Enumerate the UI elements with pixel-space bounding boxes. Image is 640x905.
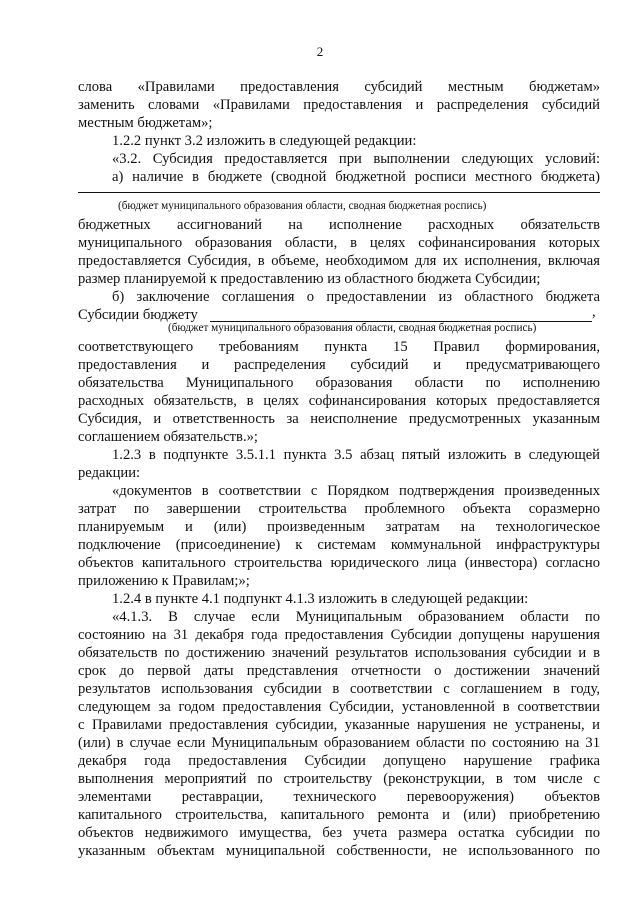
text-line: 1.2.2 пункт 3.2 изложить в следующей редакции: bbox=[112, 133, 417, 149]
footnote-budget: (бюджет муниципального образования области, сводная бюджетная роспись) bbox=[118, 200, 487, 212]
text-line: б) заключение соглашения о предоставлении из областного бюджета bbox=[112, 289, 600, 305]
text-line: заменить словами «Правилами предоставления и распределения субсидий bbox=[78, 97, 600, 113]
footnote-budget: (бюджет муниципального образования области, сводная бюджетная роспись) bbox=[168, 322, 537, 334]
text-line: срок до первой даты представления отчетности о достижении значений bbox=[78, 663, 600, 679]
text-line: Субсидии бюджету bbox=[78, 307, 198, 323]
text-line: а) наличие в бюджете (сводной бюджетной росписи местного бюджета) bbox=[112, 169, 600, 185]
text-line: слова «Правилами предоставления субсидий местным бюджетам» bbox=[78, 79, 600, 95]
text-line: соответствующего требованиям пункта 15 Правил формирования, bbox=[78, 339, 600, 355]
text-line: указанным объектам муниципальной собственности, не использованного по bbox=[78, 843, 600, 859]
text-line: редакции: bbox=[78, 465, 141, 481]
text-line: приложению к Правилам;»; bbox=[78, 573, 250, 589]
text-line: 1.2.3 в подпункте 3.5.1.1 пункта 3.5 абзац пятый изложить в следующей bbox=[112, 447, 600, 463]
text-line: следующем за годом предоставления Субсидии, установленной в соответствии bbox=[78, 699, 600, 715]
text-line: муниципального образования области, в целях софинансирования которых bbox=[78, 235, 600, 251]
text-line: результатов использования субсидии в соответствии с соглашением в году, bbox=[78, 681, 600, 697]
text-line: (или) в случае если Муниципальным образованием области по состоянию на 31 bbox=[78, 735, 600, 751]
text-line: объектов капитального строительства юридического лица (инвестора) согласно bbox=[78, 555, 600, 571]
text-line: подключение (присоединение) к системам коммунальной инфраструктуры bbox=[78, 537, 600, 553]
text-line: «4.1.3. В случае если Муниципальным образованием области по bbox=[112, 609, 600, 625]
text-line: местным бюджетам»; bbox=[78, 115, 213, 131]
text-line: предоставляется Субсидия, в объеме, необходимом для их исполнения, включая bbox=[78, 253, 600, 269]
text-line: капитального строительства, капитального ремонта и (или) приобретению bbox=[78, 807, 600, 823]
blank-underline bbox=[78, 192, 600, 193]
page-number: 2 bbox=[316, 44, 324, 59]
text-line: расходных обязательств, в целях софинансирования которых предоставляется bbox=[78, 393, 600, 409]
text-line: элементами реставрации, технического перевооружения) объектов bbox=[78, 789, 600, 805]
text-line: планируемым и (или) произведенным затратам на технологическое bbox=[78, 519, 600, 535]
blank-suffix: , bbox=[592, 304, 596, 320]
text-line: бюджетных ассигнований на исполнение расходных обязательств bbox=[78, 217, 600, 233]
text-line: предоставления и распределения субсидий и предусматривающего bbox=[78, 357, 600, 373]
text-line: соглашением обязательств.»; bbox=[78, 429, 258, 445]
text-line: состоянию на 31 декабря года предоставления Субсидии допущены нарушения bbox=[78, 627, 600, 643]
text-line: Субсидия, и ответственность за неисполнение предусмотренных указанным bbox=[78, 411, 600, 427]
text-line: «3.2. Субсидия предоставляется при выполнении следующих условий: bbox=[112, 151, 600, 167]
text-line: затрат по завершении строительства проблемного объекта соразмерно bbox=[78, 501, 600, 517]
text-line: декабря года предоставления Субсидии допущено нарушение графика bbox=[78, 753, 600, 769]
text-line: «документов в соответствии с Порядком подтверждения произведенных bbox=[112, 483, 600, 499]
text-line: объектов недвижимого имущества, без учета размера остатка субсидии по bbox=[78, 825, 600, 841]
text-line: с Правилами предоставления субсидии, указанные нарушения не устранены, и bbox=[78, 717, 600, 733]
text-line: обязательств по достижению значений результатов использования субсидии и в bbox=[78, 645, 600, 661]
text-line: обязательства Муниципального образования области по исполнению bbox=[78, 375, 600, 391]
text-line: размер планируемой к предоставлению из областного бюджета Субсидии; bbox=[78, 271, 541, 287]
text-line: выполнения мероприятий по строительству (реконструкции, в том числе с bbox=[78, 771, 600, 787]
text-line: 1.2.4 в пункте 4.1 подпункт 4.1.3 изложить в следующей редакции: bbox=[112, 591, 529, 607]
